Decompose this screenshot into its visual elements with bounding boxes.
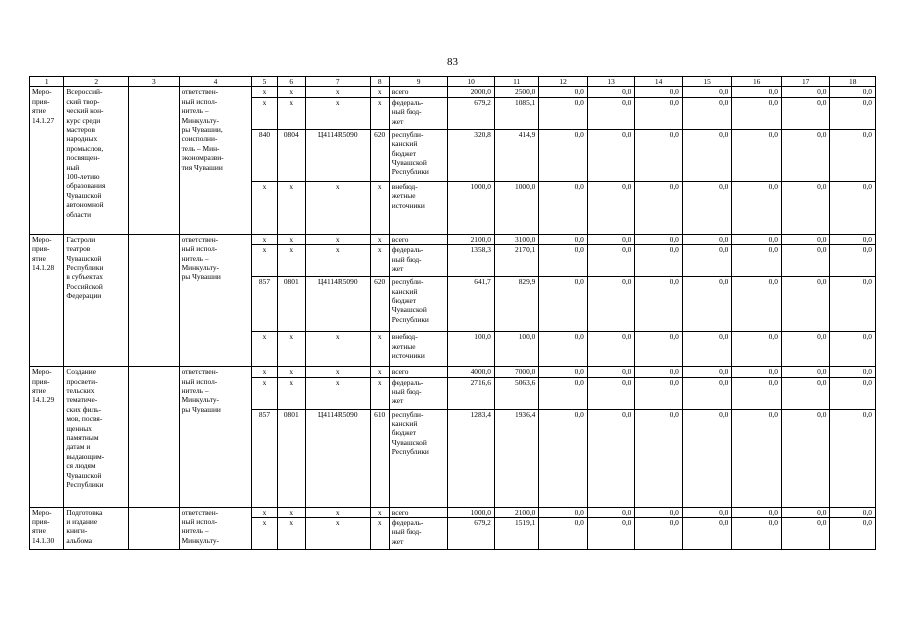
- funding-source-cell: внебюд- жетные источники: [389, 332, 448, 367]
- value-cell: 0,0: [781, 518, 830, 550]
- value-cell: 0,0: [682, 332, 732, 367]
- value-cell: 0,0: [732, 518, 782, 550]
- grbs-cell: x: [252, 518, 277, 550]
- grbs-cell: x: [252, 234, 277, 244]
- value-cell: 0,0: [682, 87, 732, 97]
- event-id-cell: Меро- прия- ятие 14.1.28: [30, 234, 64, 366]
- event-id-cell: Меро- прия- ятие 14.1.29: [30, 367, 64, 507]
- value-cell: 0,0: [781, 409, 830, 507]
- responsible-cell: ответствен- ный испол- нитель – Минкульту- ры Чувашии: [179, 367, 252, 507]
- value-cell: 1000,0: [494, 181, 538, 234]
- value-cell: 0,0: [539, 97, 588, 129]
- value-cell: 0,0: [587, 367, 635, 377]
- value-cell: 2100,0: [448, 234, 494, 244]
- grbs-cell: x: [252, 181, 277, 234]
- page-number: 83: [447, 56, 458, 68]
- empty-cell: [129, 507, 180, 549]
- value-cell: 7000,0: [494, 367, 538, 377]
- value-cell: 0,0: [539, 87, 588, 97]
- funding-source-cell: федераль- ный бюд- жет: [389, 377, 448, 409]
- header-cell: 7: [305, 77, 370, 87]
- value-cell: 0,0: [635, 87, 683, 97]
- grbs-cell: 857: [252, 277, 277, 332]
- target-article-cell: x: [305, 332, 370, 367]
- value-cell: 0,0: [781, 87, 830, 97]
- expense-type-cell: x: [370, 181, 389, 234]
- section-cell: 0804: [277, 129, 305, 181]
- header-cell: 4: [179, 77, 252, 87]
- expense-type-cell: x: [370, 332, 389, 367]
- target-article-cell: x: [305, 377, 370, 409]
- grbs-cell: 857: [252, 409, 277, 507]
- section-cell: 0801: [277, 409, 305, 507]
- funding-source-cell: внебюд- жетные источники: [389, 181, 448, 234]
- value-cell: 0,0: [781, 377, 830, 409]
- expense-type-cell: x: [370, 245, 389, 277]
- value-cell: 0,0: [732, 277, 782, 332]
- table-row: [30, 367, 876, 377]
- header-cell: 5: [252, 77, 277, 87]
- value-cell: 0,0: [682, 234, 732, 244]
- funding-source-cell: республи- канский бюджет Чувашской Республики: [389, 277, 448, 332]
- value-cell: 0,0: [635, 367, 683, 377]
- value-cell: 0,0: [635, 518, 683, 550]
- section-cell: x: [277, 332, 305, 367]
- value-cell: 0,0: [682, 129, 732, 181]
- value-cell: 0,0: [781, 277, 830, 332]
- value-cell: 0,0: [781, 97, 830, 129]
- header-row: [30, 77, 876, 87]
- section-cell: x: [277, 181, 305, 234]
- value-cell: 0,0: [682, 377, 732, 409]
- target-article-cell: x: [305, 367, 370, 377]
- section-cell: x: [277, 97, 305, 129]
- expense-type-cell: x: [370, 518, 389, 550]
- value-cell: 0,0: [732, 234, 782, 244]
- value-cell: 0,0: [830, 97, 876, 129]
- value-cell: 0,0: [781, 332, 830, 367]
- value-cell: 0,0: [539, 507, 588, 517]
- value-cell: 0,0: [781, 181, 830, 234]
- value-cell: 829,9: [494, 277, 538, 332]
- value-cell: 0,0: [781, 129, 830, 181]
- target-article-cell: Ц4114R5090: [305, 129, 370, 181]
- target-article-cell: Ц4114R5090: [305, 277, 370, 332]
- expense-type-cell: x: [370, 507, 389, 517]
- value-cell: 0,0: [732, 129, 782, 181]
- value-cell: 0,0: [732, 409, 782, 507]
- value-cell: 0,0: [539, 129, 588, 181]
- header-cell: 1: [30, 77, 64, 87]
- header-cell: 6: [277, 77, 305, 87]
- budget-table: [29, 76, 876, 550]
- expense-type-cell: x: [370, 367, 389, 377]
- value-cell: 0,0: [682, 507, 732, 517]
- value-cell: 0,0: [587, 277, 635, 332]
- value-cell: 100,0: [448, 332, 494, 367]
- grbs-cell: x: [252, 367, 277, 377]
- value-cell: 0,0: [781, 245, 830, 277]
- grbs-cell: x: [252, 87, 277, 97]
- value-cell: 0,0: [682, 97, 732, 129]
- value-cell: 0,0: [539, 367, 588, 377]
- empty-cell: [129, 367, 180, 507]
- header-cell: 15: [682, 77, 732, 87]
- grbs-cell: x: [252, 245, 277, 277]
- grbs-cell: 840: [252, 129, 277, 181]
- value-cell: 0,0: [539, 377, 588, 409]
- header-cell: 14: [635, 77, 683, 87]
- value-cell: 0,0: [830, 129, 876, 181]
- funding-source-cell: всего: [389, 234, 448, 244]
- value-cell: 0,0: [732, 377, 782, 409]
- value-cell: 0,0: [682, 181, 732, 234]
- event-name-cell: Подготовка и издание книги- альбома: [64, 507, 129, 549]
- value-cell: 641,7: [448, 277, 494, 332]
- funding-source-cell: республи- канский бюджет Чувашской Республики: [389, 129, 448, 181]
- event-name-cell: Создание просвети- тельских тематиче- ских филь- мов, посвя- щенных памятным датам и выдающим- ся людям Чувашской Республики: [64, 367, 129, 507]
- header-cell: 10: [448, 77, 494, 87]
- value-cell: 0,0: [635, 332, 683, 367]
- section-cell: x: [277, 377, 305, 409]
- value-cell: 0,0: [635, 377, 683, 409]
- value-cell: 0,0: [781, 507, 830, 517]
- value-cell: 1000,0: [448, 507, 494, 517]
- value-cell: 0,0: [635, 507, 683, 517]
- event-name-cell: Всероссий- ский твор- ческий кон- курс среди мастеров народных промыслов, посвящен- ный 100-летию образования Чувашской автономной области: [64, 87, 129, 234]
- funding-source-cell: всего: [389, 367, 448, 377]
- value-cell: 0,0: [635, 181, 683, 234]
- target-article-cell: x: [305, 518, 370, 550]
- target-article-cell: x: [305, 234, 370, 244]
- value-cell: 0,0: [587, 518, 635, 550]
- grbs-cell: x: [252, 507, 277, 517]
- value-cell: 320,8: [448, 129, 494, 181]
- value-cell: 1936,4: [494, 409, 538, 507]
- value-cell: 0,0: [587, 409, 635, 507]
- section-cell: x: [277, 367, 305, 377]
- value-cell: 0,0: [830, 518, 876, 550]
- value-cell: 0,0: [635, 277, 683, 332]
- funding-source-cell: всего: [389, 507, 448, 517]
- value-cell: 2716,6: [448, 377, 494, 409]
- funding-source-cell: федераль- ный бюд- жет: [389, 518, 448, 550]
- value-cell: 0,0: [781, 234, 830, 244]
- responsible-cell: ответствен- ный испол- нитель – Минкульту- ры Чувашии, соисполни- тель – Мин- экономразви- тия Чувашии: [179, 87, 252, 234]
- value-cell: 0,0: [830, 332, 876, 367]
- expense-type-cell: x: [370, 234, 389, 244]
- value-cell: 0,0: [635, 234, 683, 244]
- expense-type-cell: 620: [370, 277, 389, 332]
- value-cell: 0,0: [732, 332, 782, 367]
- value-cell: 0,0: [830, 377, 876, 409]
- funding-source-cell: всего: [389, 87, 448, 97]
- value-cell: 0,0: [682, 277, 732, 332]
- responsible-cell: ответствен- ный испол- нитель – Минкульту-: [179, 507, 252, 549]
- value-cell: 0,0: [587, 507, 635, 517]
- target-article-cell: x: [305, 97, 370, 129]
- table-row: [30, 234, 876, 244]
- value-cell: 0,0: [635, 97, 683, 129]
- value-cell: 0,0: [830, 367, 876, 377]
- value-cell: 0,0: [539, 518, 588, 550]
- expense-type-cell: x: [370, 97, 389, 129]
- responsible-cell: ответствен- ный испол- нитель – Минкульту- ры Чувашии: [179, 234, 252, 366]
- value-cell: 0,0: [830, 234, 876, 244]
- target-article-cell: x: [305, 507, 370, 517]
- value-cell: 0,0: [635, 129, 683, 181]
- grbs-cell: x: [252, 332, 277, 367]
- value-cell: 2000,0: [448, 87, 494, 97]
- value-cell: 5063,6: [494, 377, 538, 409]
- section-cell: x: [277, 518, 305, 550]
- value-cell: 4000,0: [448, 367, 494, 377]
- value-cell: 679,2: [448, 97, 494, 129]
- value-cell: 0,0: [539, 234, 588, 244]
- value-cell: 0,0: [539, 181, 588, 234]
- value-cell: 0,0: [682, 245, 732, 277]
- header-cell: 8: [370, 77, 389, 87]
- value-cell: 1358,3: [448, 245, 494, 277]
- grbs-cell: x: [252, 97, 277, 129]
- section-cell: x: [277, 507, 305, 517]
- expense-type-cell: 620: [370, 129, 389, 181]
- value-cell: 0,0: [781, 367, 830, 377]
- value-cell: 0,0: [830, 245, 876, 277]
- value-cell: 0,0: [732, 97, 782, 129]
- value-cell: 3100,0: [494, 234, 538, 244]
- value-cell: 0,0: [539, 409, 588, 507]
- section-cell: x: [277, 87, 305, 97]
- value-cell: 414,9: [494, 129, 538, 181]
- target-article-cell: Ц4114R5090: [305, 409, 370, 507]
- value-cell: 0,0: [732, 507, 782, 517]
- section-cell: 0801: [277, 277, 305, 332]
- value-cell: 0,0: [682, 518, 732, 550]
- value-cell: 2500,0: [494, 87, 538, 97]
- funding-source-cell: республи- канский бюджет Чувашской Республики: [389, 409, 448, 507]
- value-cell: 0,0: [587, 97, 635, 129]
- header-cell: 18: [830, 77, 876, 87]
- value-cell: 0,0: [587, 129, 635, 181]
- value-cell: 679,2: [448, 518, 494, 550]
- event-id-cell: Меро- прия- ятие 14.1.30: [30, 507, 64, 549]
- value-cell: 0,0: [539, 245, 588, 277]
- header-cell: 16: [732, 77, 782, 87]
- header-cell: 17: [781, 77, 830, 87]
- value-cell: 0,0: [830, 507, 876, 517]
- value-cell: 0,0: [587, 377, 635, 409]
- value-cell: 0,0: [587, 234, 635, 244]
- expense-type-cell: 610: [370, 409, 389, 507]
- expense-type-cell: x: [370, 377, 389, 409]
- value-cell: 1000,0: [448, 181, 494, 234]
- value-cell: 0,0: [587, 332, 635, 367]
- funding-source-cell: федераль- ный бюд- жет: [389, 97, 448, 129]
- value-cell: 0,0: [635, 245, 683, 277]
- grbs-cell: x: [252, 377, 277, 409]
- empty-cell: [129, 234, 180, 366]
- header-cell: 13: [587, 77, 635, 87]
- header-cell: 9: [389, 77, 448, 87]
- value-cell: 0,0: [732, 181, 782, 234]
- value-cell: 0,0: [830, 409, 876, 507]
- header-cell: 3: [129, 77, 180, 87]
- value-cell: 2170,1: [494, 245, 538, 277]
- header-cell: 11: [494, 77, 538, 87]
- value-cell: 1519,1: [494, 518, 538, 550]
- target-article-cell: x: [305, 245, 370, 277]
- value-cell: 0,0: [830, 277, 876, 332]
- value-cell: 0,0: [732, 245, 782, 277]
- value-cell: 0,0: [539, 332, 588, 367]
- expense-type-cell: x: [370, 87, 389, 97]
- section-cell: x: [277, 234, 305, 244]
- value-cell: 1283,4: [448, 409, 494, 507]
- value-cell: 0,0: [682, 409, 732, 507]
- value-cell: 0,0: [587, 245, 635, 277]
- value-cell: 0,0: [830, 87, 876, 97]
- target-article-cell: x: [305, 181, 370, 234]
- value-cell: 0,0: [732, 367, 782, 377]
- funding-source-cell: федераль- ный бюд- жет: [389, 245, 448, 277]
- header-cell: 2: [64, 77, 129, 87]
- value-cell: 2100,0: [494, 507, 538, 517]
- event-name-cell: Гастроли театров Чувашской Республики в субъектах Российской Федерации: [64, 234, 129, 366]
- value-cell: 0,0: [587, 87, 635, 97]
- target-article-cell: x: [305, 87, 370, 97]
- section-cell: x: [277, 245, 305, 277]
- table-row: [30, 87, 876, 97]
- value-cell: 0,0: [587, 181, 635, 234]
- value-cell: 0,0: [635, 409, 683, 507]
- event-id-cell: Меро- прия- ятие 14.1.27: [30, 87, 64, 234]
- value-cell: 1085,1: [494, 97, 538, 129]
- value-cell: 0,0: [732, 87, 782, 97]
- value-cell: 0,0: [682, 367, 732, 377]
- table-row: [30, 507, 876, 517]
- header-cell: 12: [539, 77, 588, 87]
- empty-cell: [129, 87, 180, 234]
- value-cell: 0,0: [830, 181, 876, 234]
- value-cell: 100,0: [494, 332, 538, 367]
- value-cell: 0,0: [539, 277, 588, 332]
